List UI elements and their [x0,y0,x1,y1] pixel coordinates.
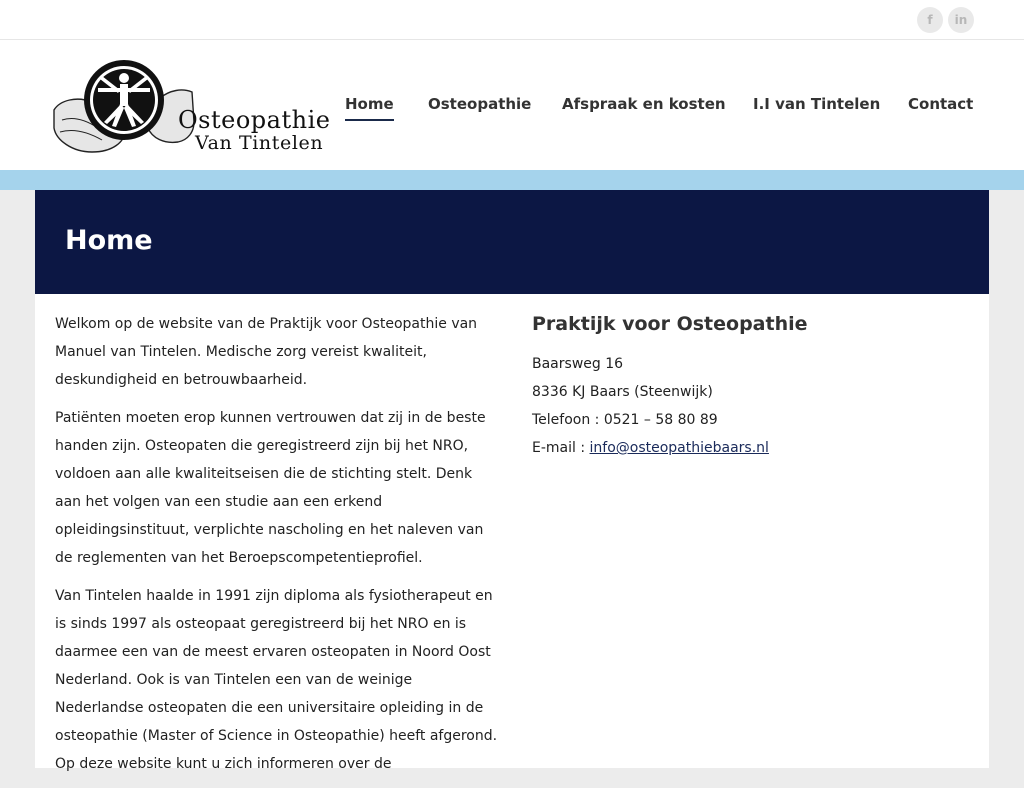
intro-paragraph: Patiënten moeten erop kunnen vertrouwen dat zij in de beste handen zijn. Osteopaten die geregistreerd zijn bij het NRO, voldoen aan alle kwaliteitseisen die de stichting stelt. Denk aan het volgen van een studie aan een erkend opleidingsinstituut, verplichte nascholing en het naleven van de reglementen van het Beroepscompetentieprofiel. [55,410,486,566]
nav-home[interactable]: Home [345,95,394,113]
contact-phone: Telefoon : 0521 – 58 80 89 [532,412,718,428]
contact-heading: Praktijk voor Osteopathie [532,313,808,335]
contact-city: 8336 KJ Baars (Steenwijk) [532,384,713,400]
facebook-icon[interactable] [917,7,943,33]
intro-column [55,310,501,788]
page-title: Home [65,225,153,256]
page-title-bar [35,190,989,294]
contact-column [532,310,962,462]
nav-contact[interactable]: Contact [908,95,974,113]
logo-subtitle: Van Tintelen [195,132,324,154]
linkedin-glyph: in [954,13,968,27]
top-bar [0,0,1024,40]
contact-email-row [532,434,962,462]
intro-paragraph: Van Tintelen haalde in 1991 zijn diploma als fysiotherapeut en is sinds 1997 als osteopaat geregistreerd bij het NRO en is daarmee een van de meest ervaren osteopaten in Noord Oost Nederland. Ook is van Tintelen een van de weinige Nederlandse osteopaten die een universitaire opleiding in de osteopathie (Master of Science in Osteopathie) heeft afgerond. Op deze website kunt u zich informeren over de [55,588,498,772]
linkedin-icon[interactable] [948,7,974,33]
nav-van-tintelen[interactable]: I.I van Tintelen [753,95,881,113]
site-logo[interactable] [52,58,331,158]
logo-title: Osteopathie [178,106,331,134]
nav-afspraak-en-kosten[interactable]: Afspraak en kosten [562,95,726,113]
contact-email-label: E-mail : [532,440,590,456]
contact-address: Baarsweg 16 [532,356,624,372]
main-content [35,294,989,772]
facebook-glyph: f [927,13,933,27]
contact-email-link[interactable]: info@osteopathiebaars.nl [589,440,769,456]
site-header [0,40,1024,170]
nav-osteopathie[interactable]: Osteopathie [428,95,532,113]
header-divider-strip [0,170,1024,190]
intro-paragraph: Welkom op de website van de Praktijk voor Osteopathie van Manuel van Tintelen. Medische zorg vereist kwaliteit, deskundigheid en betrouwbaarheid. [55,316,478,388]
